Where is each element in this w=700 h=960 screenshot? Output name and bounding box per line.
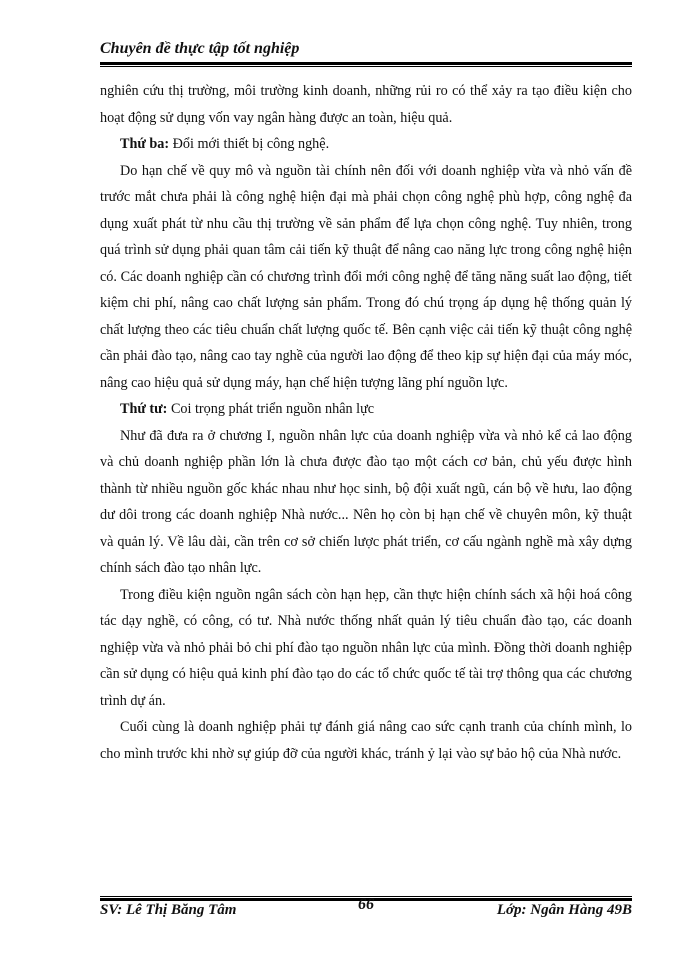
paragraph: Trong điều kiện nguồn ngân sách còn hạn hẹp, cần thực hiện chính sách xã hội hoá công tác dạy nghề, có công, có tư. Nhà nước thống nhất quản lý tiêu chuẩn đào tạo, các doanh nghiệp vừa và nhỏ phải bỏ chi phí đào tạo nguồn nhân lực của mình. Đồng thời doanh nghiệp cần sử dụng có hiệu quả kinh phí đào tạo do các tổ chức quốc tế tài trợ thông qua các chương trình dự án. xyxy=(100,586,632,709)
footer-student-name: SV: Lê Thị Băng Tâm xyxy=(100,902,237,918)
page-number: 66 xyxy=(358,896,374,913)
paragraph-continuation: nghiên cứu thị trường, môi trường kinh doanh, những rủi ro có thể xảy ra tạo điều kiện cho hoạt động sử dụng vốn vay ngân hàng được an toàn, hiệu quả. xyxy=(100,83,632,126)
heading-text: Đổi mới thiết bị công nghệ. xyxy=(169,136,330,152)
header-rule-thick xyxy=(100,62,632,65)
paragraph-heading-thu-tu xyxy=(100,396,632,423)
heading-text: Coi trọng phát triển nguồn nhân lực xyxy=(167,401,375,417)
heading-label: Thứ tư: xyxy=(120,401,168,417)
footer xyxy=(100,896,632,926)
body-text xyxy=(100,78,632,767)
paragraph: Do hạn chế về quy mô và nguồn tài chính nên đối với doanh nghiệp vừa và nhỏ vấn đề trước mắt chưa phải là công nghệ hiện đại mà phải chọn công nghệ phù hợp, công nghệ đa dụng xuất phát từ nhu cầu thị trường về sản phẩm để lựa chọn công nghệ. Tuy nhiên, trong quá trình sử dụng phải quan tâm cải tiến kỹ thuật để nâng cao năng lực trong công nghệ hiện có. Các doanh nghiệp cần có chương trình đổi mới công nghệ để tăng năng suất lao động, tiết kiệm chi phí, nâng cao chất lượng sản phẩm. Trong đó chú trọng áp dụng hệ thống quản lý chất lượng theo các tiêu chuẩn chất lượng quốc tế. Bên cạnh việc cải tiến kỹ thuật công nghệ cần phải đào tạo, nâng cao tay nghề của người lao động để theo kịp sự hiện đại của máy móc, nâng cao hiệu quả sử dụng máy, hạn chế hiện tượng lãng phí nguồn lực. xyxy=(100,162,632,391)
paragraph: Như đã đưa ra ở chương I, nguồn nhân lực của doanh nghiệp vừa và nhỏ kể cả lao động và chủ doanh nghiệp phần lớn là chưa được đào tạo một cách cơ bản, chủ yếu được hình thành từ nhiều nguồn gốc khác nhau như học sinh, bộ đội xuất ngũ, cán bộ về hưu, lao động dư dôi trong các doanh nghiệp Nhà nước... Nên họ còn bị hạn chế về chuyên môn, kỹ thuật và quản lý. Về lâu dài, cần trên cơ sở chiến lược phát triển, cơ cấu ngành nghề mà xây dựng chính sách đào tạo nhân lực. xyxy=(100,427,632,576)
paragraph: Cuối cùng là doanh nghiệp phải tự đánh giá nâng cao sức cạnh tranh của chính mình, lo cho mình trước khi nhờ sự giúp đỡ của người khác, tránh ỷ lại vào sự bảo hộ của Nhà nước. xyxy=(100,719,632,762)
header-title: Chuyên đề thực tập tốt nghiệp xyxy=(100,40,300,57)
footer-class: Lớp: Ngân Hàng 49B xyxy=(496,902,632,918)
heading-label: Thứ ba: xyxy=(120,136,170,152)
paragraph-heading-thu-ba xyxy=(100,131,632,158)
header-rule-thin xyxy=(100,66,632,67)
